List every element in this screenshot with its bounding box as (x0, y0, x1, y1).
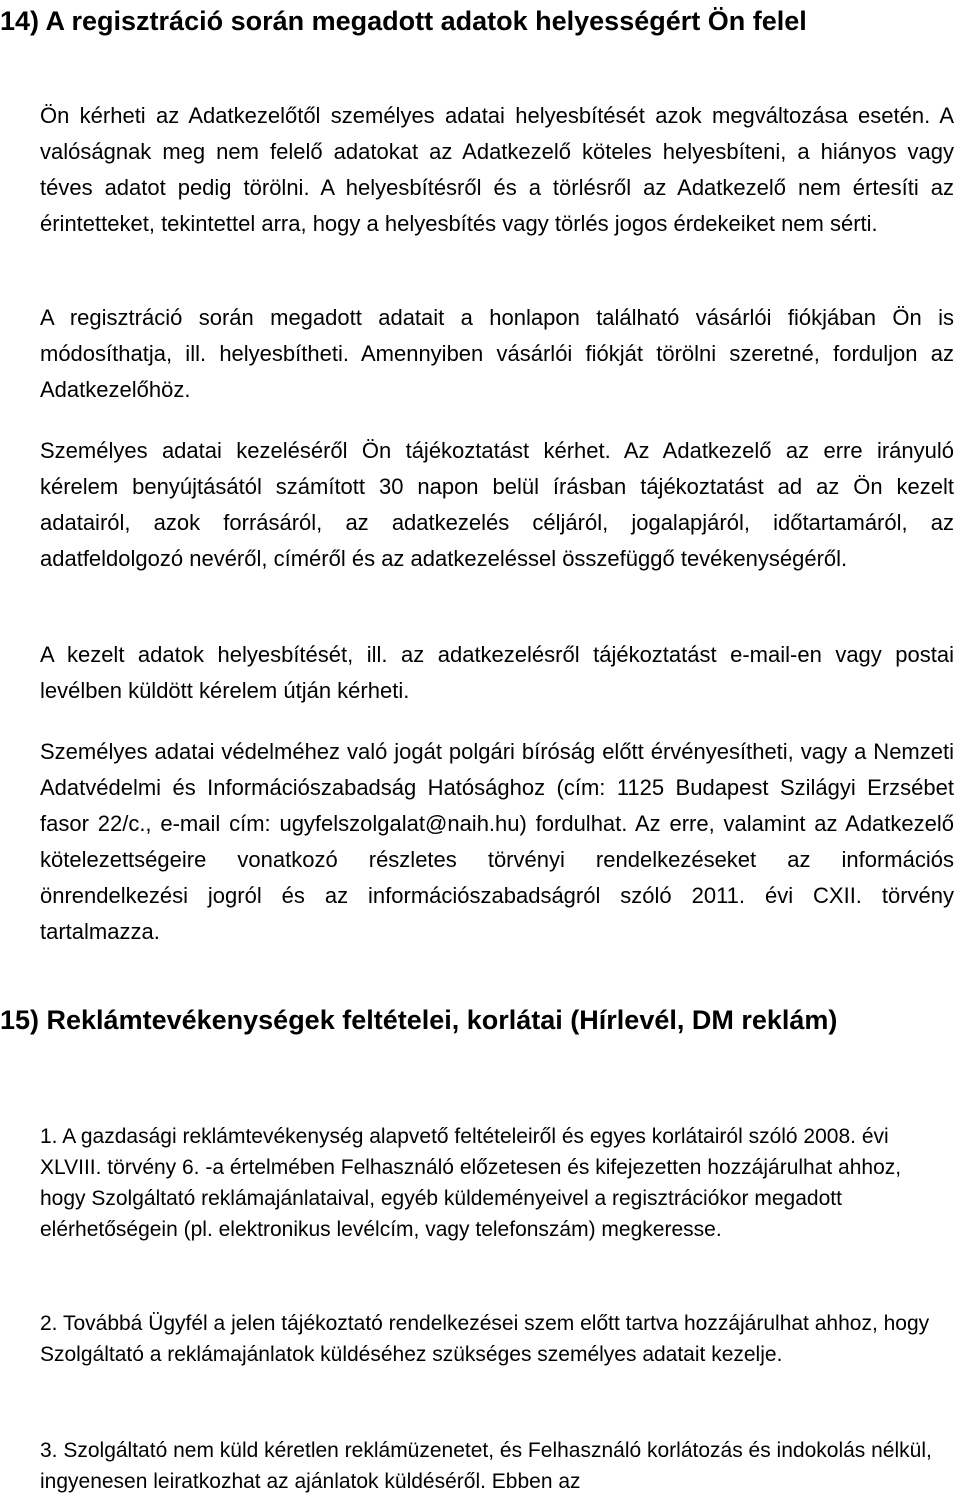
section-15-list-item: 1. A gazdasági reklámtevékenység alapvető feltételeiről és egyes korlátairól szóló 2008. évi XLVIII. törvény 6. -a értelmében Felhasználó előzetesen és kifejezetten hozzájárulhat ahhoz, hogy Szolgáltató reklámajánlataival, egyéb küldeményeivel a regisztrációkor megadott elérhetőségein (pl. elektronikus levélcím, vagy telefonszám) megkeresse. (40, 1125, 902, 1241)
section-14-paragraph: Személyes adatai védelméhez való jogát polgári bíróság előtt érvényesítheti, vagy a Nemzeti Adatvédelmi és Információszabadság Hatósághoz (cím: 1125 Budapest Szilágyi Erzsébet fasor 22/c., e-mail cím: ugyfelszolgalat@naih.hu) fordulhat. Az erre, valamint az Adatkezelő kötelezettségeire vonatkozó részletes törvényi rendelkezéseket az információs önrendelkezési jogról és az információszabadságról szóló 2011. évi CXII. törvény tartalmazza. (40, 739, 954, 945)
section-15-list-item: 3. Szolgáltató nem küld kéretlen reklámüzenetet, és Felhasználó korlátozás és indokolás nélkül, ingyenesen leiratkozhat az ajánlatok küldéséről. Ebben az (40, 1439, 932, 1493)
section-14-paragraph: A kezelt adatok helyesbítését, ill. az adatkezelésről tájékoztatást e-mail-en vagy postai levélben küldött kérelem útján kérheti. (40, 642, 954, 704)
section-14-paragraph: Ön kérheti az Adatkezelőtől személyes adatai helyesbítését azok megváltozása esetén. A valóságnak meg nem felelő adatokat az Adatkezelő köteles helyesbíteni, a hiányos vagy téves adatot pedig törölni. A helyesbítésről és a törlésről az Adatkezelő nem értesíti az érintetteket, tekintettel arra, hogy a helyesbítés vagy törlés jogos érdekeiket nem sérti. (40, 103, 954, 237)
section-15-heading: 15) Reklámtevékenységek feltételei, korlátai (Hírlevél, DM reklám) (0, 1005, 838, 1035)
section-15-list-item: 2. Továbbá Ügyfél a jelen tájékoztató rendelkezései szem előtt tartva hozzájárulhat ahhoz, hogy Szolgáltató a reklámajánlatok küldéséhez szükséges személyes adatait kezelje. (40, 1312, 930, 1366)
section-14-paragraph: A regisztráció során megadott adatait a honlapon található vásárlói fiókjában Ön is módosíthatja, ill. helyesbítheti. Amennyiben vásárlói fiókját törölni szeretné, forduljon az Adatkezelőhöz. (40, 305, 954, 403)
section-14-paragraph: Személyes adatai kezeléséről Ön tájékoztatást kérhet. Az Adatkezelő az erre irányuló kérelem benyújtásától számított 30 napon belül írásban tájékoztatást ad az Ön kezelt adatairól, azok forrásáról, az adatkezelés céljáról, jogalapjáról, időtartamáról, az adatfeldolgozó nevéről, címéről és az adatkezeléssel összefüggő tevékenységéről. (40, 438, 954, 572)
section-14-heading: 14) A regisztráció során megadott adatok helyességért Ön felel (0, 6, 807, 36)
